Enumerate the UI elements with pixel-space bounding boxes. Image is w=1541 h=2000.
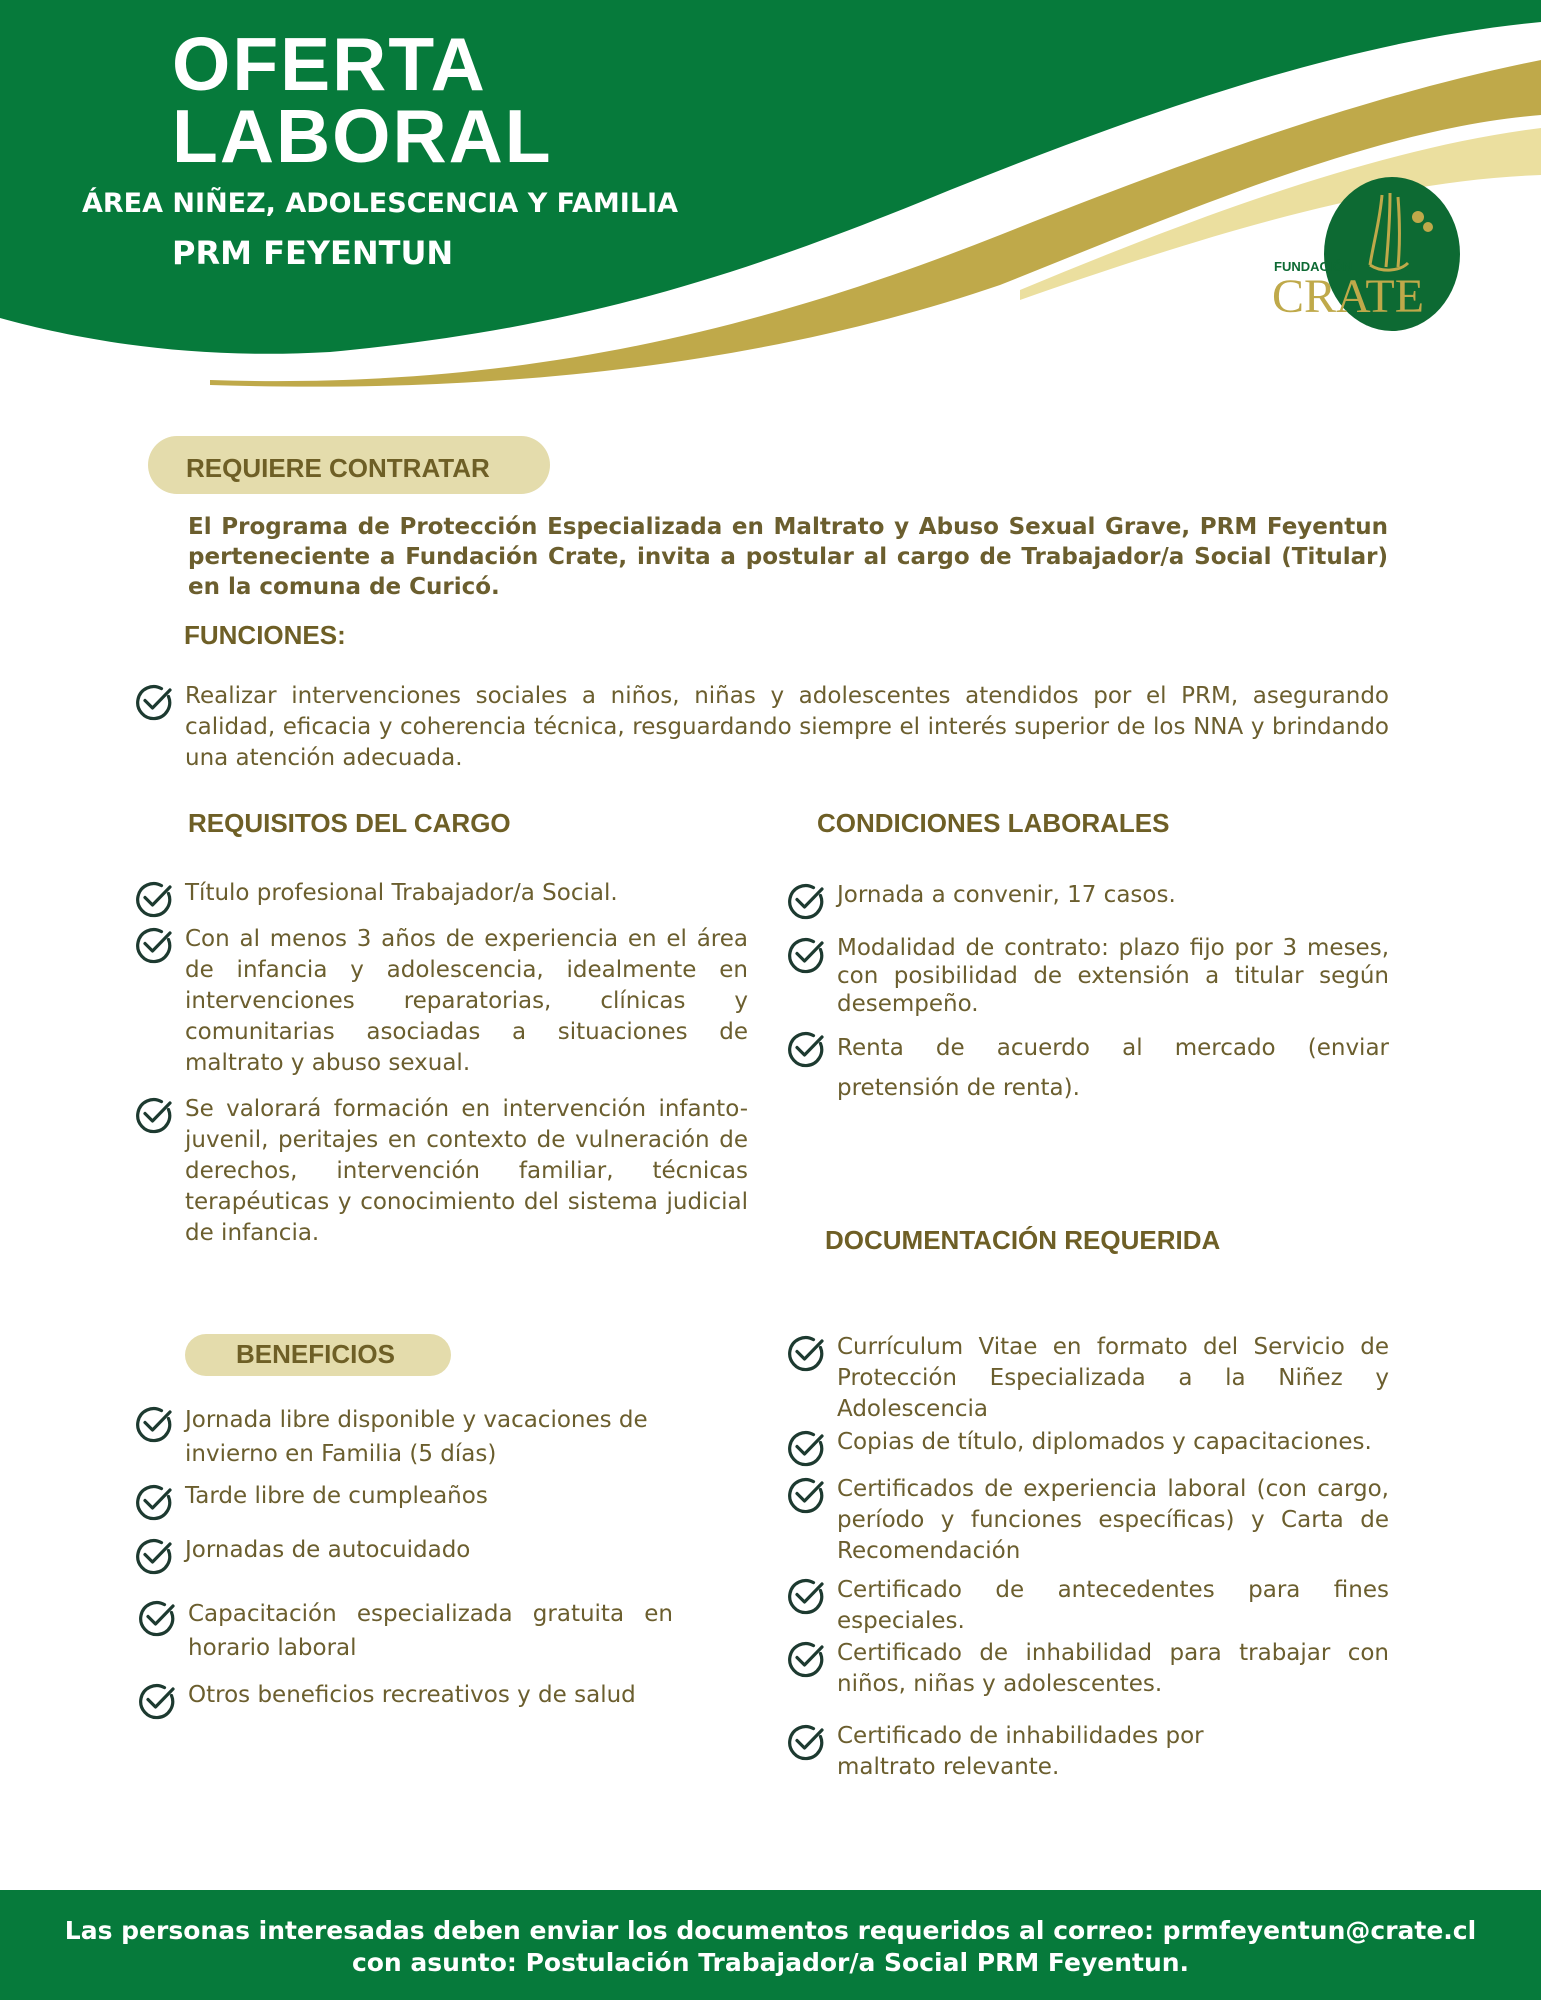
check-circle-icon (136, 1680, 176, 1720)
beneficio-text: Jornadas de autocuidado (185, 1537, 471, 1563)
requiere-title: REQUIERE CONTRATAR (186, 453, 490, 483)
funciones-title: FUNCIONES: (184, 620, 346, 650)
check-circle-icon (785, 1332, 825, 1372)
program-subtitle: PRM FEYENTUN (172, 234, 454, 272)
documentacion-title: DOCUMENTACIÓN REQUERIDA (825, 1225, 1221, 1255)
list-item (785, 1332, 1389, 1425)
check-circle-icon (785, 1638, 825, 1678)
check-circle-icon (133, 1535, 173, 1575)
check-circle-icon (133, 1481, 173, 1521)
fundacion-crate-logo (1262, 175, 1462, 333)
check-circle-icon (136, 1597, 176, 1637)
check-circle-icon (133, 1094, 173, 1134)
condicion-text: Renta de acuerdo al mercado (enviar pretensión de renta). (837, 1035, 1389, 1101)
check-circle-icon (785, 1721, 825, 1761)
title-line-2: LABORAL (172, 94, 553, 178)
list-item (785, 880, 1389, 920)
beneficio-text: Otros beneficios recreativos y de salud (188, 1682, 636, 1708)
list-item (136, 1597, 673, 1665)
list-item (785, 934, 1389, 1018)
list-item (785, 1028, 1389, 1108)
check-circle-icon (133, 924, 173, 964)
area-subtitle: ÁREA NIÑEZ, ADOLESCENCIA Y FAMILIA (82, 188, 678, 219)
condiciones-title: CONDICIONES LABORALES (817, 808, 1170, 838)
list-item (133, 1403, 673, 1471)
requisito-text: Se valorará formación en intervención infanto-juvenil, peritajes en contexto de vulneración de derechos, intervención familiar, técnicas terapéuticas y conocimiento del sistema judicial de infancia. (185, 1096, 748, 1246)
check-circle-icon (785, 934, 825, 974)
check-circle-icon (785, 1474, 825, 1514)
funcion-text: Realizar intervenciones sociales a niños, niñas y adolescentes atendidos por el PRM, asegurando calidad, eficacia y coherencia técnica, resguardando siempre el interés superior de los NNA y brindando una atención adecuada. (185, 683, 1389, 771)
requiere-pill (148, 436, 550, 494)
check-circle-icon (785, 880, 825, 920)
check-circle-icon (785, 1028, 825, 1068)
list-item (785, 1721, 1255, 1783)
requiere-text: El Programa de Protección Especializada en Maltrato y Abuso Sexual Grave, PRM Feyentun perteneciente a Fundación Crate, invita a postular al cargo de Trabajador/a Social (Titular) en la comuna de Curicó. (188, 514, 1388, 600)
requisitos-title: REQUISITOS DEL CARGO (188, 808, 511, 838)
beneficios-pill (185, 1334, 451, 1376)
list-item (133, 1535, 673, 1575)
list-item (785, 1638, 1389, 1700)
documento-text: Certificado de antecedentes para fines especiales. (837, 1577, 1389, 1634)
svg-text:FUNDACIÓN: FUNDACIÓN (1274, 259, 1352, 274)
svg-text:CRATE: CRATE (1272, 270, 1425, 323)
documento-text: Certificado de inhabilidad para trabajar con niños, niñas y adolescentes. (837, 1640, 1389, 1697)
footer-line-2: con asunto: Postulación Trabajador/a Social PRM Feyentun. (351, 1948, 1190, 1977)
documento-text: Copias de título, diplomados y capacitaciones. (837, 1429, 1372, 1455)
beneficio-text: Jornada libre disponible y vacaciones de invierno en Familia (5 días) (185, 1407, 648, 1467)
list-item (133, 924, 748, 1079)
title-line-1: OFERTA (172, 22, 487, 106)
check-circle-icon (785, 1575, 825, 1615)
list-item (785, 1575, 1389, 1637)
beneficio-text: Capacitación especializada gratuita en horario laboral (188, 1601, 673, 1661)
documento-text: Certificados de experiencia laboral (con cargo, período y funciones específicas) y Carta de Recomendación (837, 1476, 1389, 1564)
list-item (136, 1680, 673, 1720)
list-item (785, 1474, 1389, 1567)
check-circle-icon (133, 878, 173, 918)
beneficios-title: BENEFICIOS (236, 1339, 395, 1369)
list-item (133, 1094, 748, 1249)
footer-line-1: Las personas interesadas deben enviar los documentos requeridos al correo: prmfeyentun@crate.cl (64, 1916, 1477, 1945)
beneficio-text: Tarde libre de cumpleaños (185, 1483, 488, 1509)
list-item (785, 1427, 1389, 1467)
list-item (133, 681, 1389, 774)
list-item (133, 878, 748, 918)
page-title (172, 22, 553, 178)
requisito-text: Título profesional Trabajador/a Social. (185, 880, 618, 906)
documento-text: Currículum Vitae en formato del Servicio de Protección Especializada a la Niñez y Adolescencia (837, 1334, 1389, 1422)
check-circle-icon (785, 1427, 825, 1467)
check-circle-icon (133, 681, 173, 721)
requisito-text: Con al menos 3 años de experiencia en el área de infancia y adolescencia, idealmente en intervenciones reparatorias, clínicas y comunitarias asociadas a situaciones de maltrato y abuso sexual. (185, 926, 748, 1076)
list-item (133, 1481, 673, 1521)
footer-bar (0, 1890, 1541, 2000)
condicion-text: Modalidad de contrato: plazo fijo por 3 meses, con posibilidad de extensión a titular según desempeño. (837, 935, 1389, 1017)
condicion-text: Jornada a convenir, 17 casos. (837, 882, 1176, 908)
documento-text: Certificado de inhabilidades por maltrato relevante. (837, 1723, 1204, 1780)
check-circle-icon (133, 1403, 173, 1443)
